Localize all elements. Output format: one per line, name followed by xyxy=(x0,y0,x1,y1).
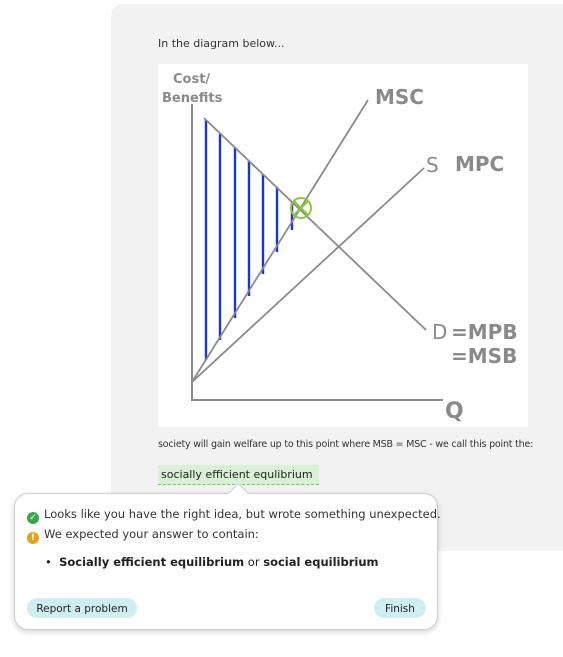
finish-button[interactable]: Finish xyxy=(374,598,426,618)
report-problem-button[interactable]: Report a problem xyxy=(27,598,137,618)
expected-answer-item: • Socially efficient equilibrium or social equilibrium xyxy=(45,555,379,569)
y-axis-label-line2: Benefits xyxy=(162,91,223,106)
expectation-message: ! We expected your answer to contain: xyxy=(27,527,259,544)
expected-answer-1: Socially efficient equilibrium xyxy=(59,555,245,569)
axes xyxy=(192,104,443,400)
answer-field[interactable]: socially efficient equlibrium xyxy=(158,465,319,485)
msc-curve xyxy=(192,100,368,382)
demand-curve xyxy=(204,118,426,330)
expected-answer-2: social equilibrium xyxy=(263,555,379,569)
or-text: or xyxy=(244,555,264,569)
check-icon: ✓ xyxy=(27,512,39,524)
success-message: ✓ Looks like you have the right idea, but wrote something unexpected. xyxy=(27,507,441,524)
x-axis-label: Q xyxy=(445,399,464,424)
s-label: S xyxy=(426,153,439,177)
mpb-label: =MPB xyxy=(451,320,518,344)
externality-diagram xyxy=(158,64,528,427)
welfare-hatch xyxy=(206,120,292,360)
mpc-label: MPC xyxy=(455,152,505,176)
warning-icon: ! xyxy=(27,532,39,544)
intro-text: In the diagram below... xyxy=(158,37,285,50)
feedback-popup xyxy=(14,493,441,630)
d-label: D xyxy=(432,320,448,344)
question-text: society will gain welfare up to this point where MSB = MSC - we call this point the: xyxy=(158,439,534,450)
y-axis-label-line1: Cost/ xyxy=(173,72,211,87)
msc-label: MSC xyxy=(375,85,424,109)
msb-label: =MSB xyxy=(451,344,518,368)
equilibrium-marker-icon xyxy=(291,198,311,218)
